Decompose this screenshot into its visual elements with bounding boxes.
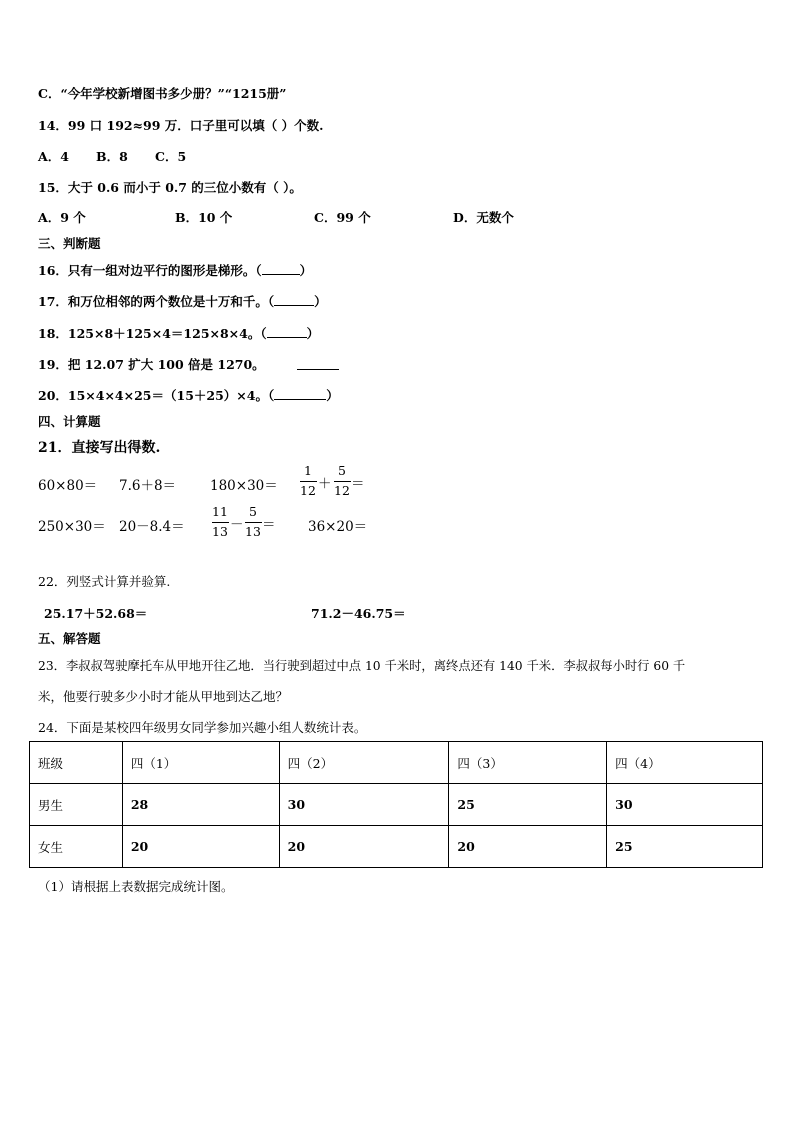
table-header-cell: 四（2）	[279, 742, 449, 784]
q19-answer-blank[interactable]	[297, 357, 339, 370]
table-header-cell: 四（4）	[607, 742, 763, 784]
q24-subquestion-1: （1）请根据上表数据完成统计图。	[38, 879, 234, 894]
q16-text: 16．只有一组对边平行的图形是梯形。（	[38, 263, 262, 278]
question-19	[38, 355, 265, 373]
table-cell: 20	[122, 826, 279, 868]
calc-60x80: 60×80＝	[38, 478, 98, 494]
question-16	[38, 261, 312, 279]
q20-text: 20．15×4×4×25＝（15＋25）×4。（	[38, 388, 275, 403]
table-cell: 25	[607, 826, 763, 868]
question-23-line2: 米，他要行驶多少小时才能从甲地到达乙地？	[38, 689, 289, 704]
q22-item-1: 25.17＋52.68＝	[44, 606, 148, 621]
q14-option-a: A．4	[38, 149, 69, 164]
q18-answer-blank[interactable]	[267, 325, 307, 338]
calc-180x30: 180×30＝	[210, 478, 278, 494]
table-row-boys	[30, 784, 763, 826]
frac2-operator: －	[230, 517, 244, 533]
frac2-denominator-2: 13	[245, 524, 261, 539]
table-cell: 30	[279, 784, 449, 826]
q15-option-d: D．无数个	[453, 210, 514, 225]
question-23-line1: 23．李叔叔驾驶摩托车从甲地开往乙地．当行驶到超过中点 10 千米时，离终点还有 140 千米．李叔叔每小时行 60 千	[38, 659, 686, 673]
frac1-denominator-2: 12	[334, 483, 350, 498]
q15-option-c: C．99 个	[314, 210, 371, 225]
table-cell: 20	[279, 826, 449, 868]
table-header-row	[30, 742, 763, 784]
question-15: 15．大于 0.6 而小于 0.7 的三位小数有（ ）。	[38, 180, 302, 195]
interest-group-table	[29, 741, 763, 868]
question-21-title: 21．直接写出得数.	[38, 440, 161, 456]
frac1-operator: ＋	[318, 476, 332, 492]
question-22-title: 22．列竖式计算并验算.	[38, 574, 171, 589]
q19-text: 19．把 12.07 扩大 100 倍是 1270。	[38, 357, 265, 372]
frac1-numerator-2: 5	[338, 463, 346, 478]
table-cell: 25	[449, 784, 607, 826]
table-cell: 30	[607, 784, 763, 826]
frac1-bar-2	[334, 481, 351, 482]
q15-option-b: B．10 个	[175, 210, 233, 225]
calc-250x30: 250×30＝	[38, 519, 106, 535]
question-14: 14．99 口 192≈99 万．口子里可以填（ ）个数.	[38, 118, 324, 133]
frac2-numerator-1: 11	[212, 504, 228, 519]
table-row-label: 女生	[30, 826, 123, 868]
q16-close: ）	[299, 263, 313, 278]
q22-item-2: 71.2－46.75＝	[311, 606, 406, 621]
table-header-cell: 四（3）	[449, 742, 607, 784]
frac1-denominator-1: 12	[300, 483, 316, 498]
q16-answer-blank[interactable]	[262, 262, 300, 275]
q13-option-c: C．“今年学校新增图书多少册？”“1215册”	[38, 86, 287, 101]
question-20	[38, 386, 339, 404]
q18-text: 18．125×8＋125×4＝125×8×4。（	[38, 326, 267, 341]
q18-close: ）	[306, 326, 320, 341]
section-5-heading: 五、解答题	[38, 631, 101, 646]
frac2-bar-1	[212, 522, 229, 523]
section-3-heading: 三、判断题	[38, 236, 101, 251]
frac1-equals: ＝	[351, 476, 365, 492]
q15-option-a: A．9 个	[38, 210, 86, 225]
q14-option-c: C．5	[155, 149, 187, 164]
q17-close: ）	[314, 294, 327, 309]
section-4-heading: 四、计算题	[38, 414, 101, 429]
calc-20-minus-8-4: 20－8.4＝	[119, 519, 185, 535]
q17-answer-blank[interactable]	[274, 293, 314, 306]
q20-close: ）	[326, 388, 339, 403]
calc-7-6-plus-8: 7.6＋8＝	[119, 478, 177, 494]
question-24-title: 24．下面是某校四年级男女同学参加兴趣小组人数统计表。	[38, 720, 367, 735]
q14-option-b: B．8	[96, 149, 128, 164]
table-cell: 28	[122, 784, 279, 826]
frac1-bar-1	[300, 481, 317, 482]
frac2-bar-2	[245, 522, 262, 523]
q17-text: 17．和万位相邻的两个数位是十万和千。（	[38, 294, 275, 309]
question-18	[38, 324, 319, 342]
q20-answer-blank[interactable]	[274, 387, 326, 400]
table-cell: 20	[449, 826, 607, 868]
frac2-denominator-1: 13	[212, 524, 228, 539]
frac1-numerator-1: 1	[304, 463, 312, 478]
calc-36x20: 36×20＝	[308, 519, 368, 535]
table-header-cell: 班级	[30, 742, 123, 784]
table-header-cell: 四（1）	[122, 742, 279, 784]
table-row-girls	[30, 826, 763, 868]
frac2-numerator-2: 5	[249, 504, 257, 519]
frac2-equals: ＝	[262, 517, 276, 533]
table-row-label: 男生	[30, 784, 123, 826]
question-17	[38, 292, 327, 310]
